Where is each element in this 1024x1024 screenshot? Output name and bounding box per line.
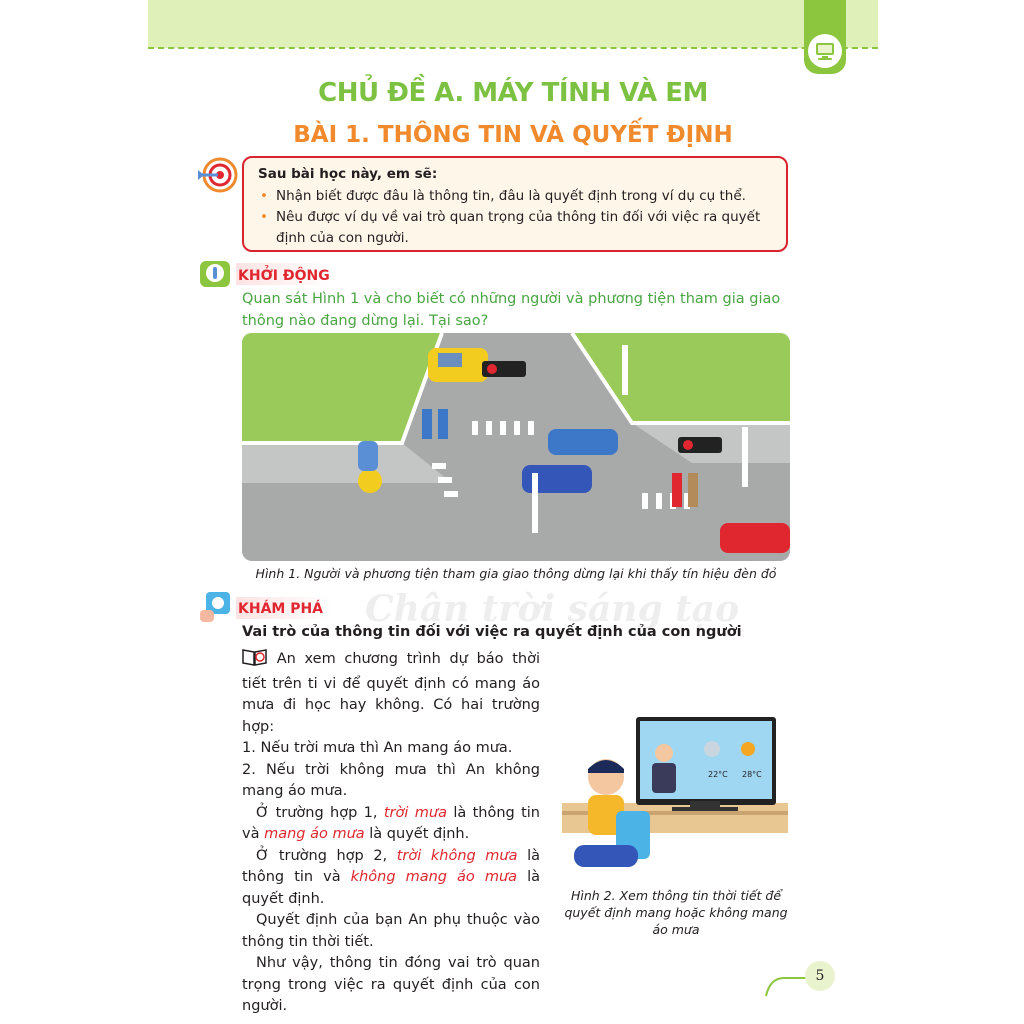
temp-reading-1: 22°C [708, 770, 728, 779]
lightbulb-icon [198, 259, 234, 293]
header-band [148, 0, 878, 48]
text-span: Ở trường hợp 2, [256, 847, 397, 864]
page-number: 5 [805, 961, 835, 991]
case-2: 2. Nếu trời không mưa thì An không mang áo mưa. [242, 761, 540, 799]
text-span: là thông tin và [242, 847, 540, 885]
khoi-dong-label: KHỞI ĐỘNG [238, 268, 330, 284]
paragraph-dependency: Quyết định của bạn An phụ thuộc vào thông tin thời tiết. [242, 912, 540, 950]
text-span: là quyết định. [242, 869, 541, 907]
highlight-decision: mang áo mưa [264, 826, 365, 842]
highlight-info: trời mưa [383, 804, 447, 821]
text-span: là quyết định. [364, 826, 470, 842]
traffic-illustration [242, 333, 790, 561]
temp-reading-2: 28°C [742, 770, 762, 779]
text-span: Ở trường hợp 1, [256, 804, 384, 821]
paragraph-conclusion: Như vậy, thông tin đóng vai trò quan trọng trong việc ra quyết định của con người. [242, 955, 540, 1014]
learning-goals-box [242, 156, 788, 252]
figure2-caption: Hình 2. Xem thông tin thời tiết để quyết định mang hoặc không mang áo mưa [564, 888, 788, 937]
highlight-info: trời không mưa [396, 847, 518, 864]
paragraph-case-2 [242, 846, 540, 911]
case-1: 1. Nếu trời mưa thì An mang áo mưa. [242, 740, 513, 756]
explore-body [242, 648, 540, 1018]
section-subheading: Vai trò của thông tin đối với việc ra quyết định của con người [242, 624, 742, 640]
goals-title: Sau bài học này, em sẽ: [258, 166, 438, 182]
target-icon [196, 156, 240, 198]
computer-icon [808, 34, 842, 68]
watermark: Chân trời sáng tạo [365, 588, 740, 630]
lesson-title: BÀI 1. THÔNG TIN VÀ QUYẾT ĐỊNH [293, 122, 733, 148]
book-icon [242, 648, 268, 674]
chapter-title: CHỦ ĐỀ A. MÁY TÍNH VÀ EM [318, 78, 708, 108]
weather-tv-illustration [560, 715, 792, 885]
intro-text: An xem chương trình dự báo thời tiết trên ti vi để quyết định có mang áo mưa đi học hay không. Có hai trường hợp: [242, 651, 540, 735]
header-divider [148, 47, 878, 49]
paragraph-case-1 [242, 803, 540, 846]
warmup-question: Quan sát Hình 1 và cho biết có những người và phương tiện tham gia giao thông nào đang dừng lại. Tại sao? [242, 291, 781, 329]
goal-item: • Nhận biết được đâu là thông tin, đâu là quyết định trong ví dụ cụ thể. [258, 186, 772, 207]
kham-pha-header [198, 590, 323, 628]
highlight-decision: không mang áo mưa [350, 869, 518, 885]
figure1-caption: Hình 1. Người và phương tiện tham gia giao thông dừng lại khi thấy tín hiệu đèn đỏ [255, 566, 777, 581]
kham-pha-label: KHÁM PHÁ [238, 601, 324, 617]
explore-icon [198, 590, 234, 628]
text-span: là thông tin và [242, 804, 540, 842]
goal-item: • Nêu được ví dụ về vai trò quan trọng của thông tin đối với việc ra quyết định của con người. [258, 207, 772, 249]
intro-paragraph [242, 648, 540, 738]
